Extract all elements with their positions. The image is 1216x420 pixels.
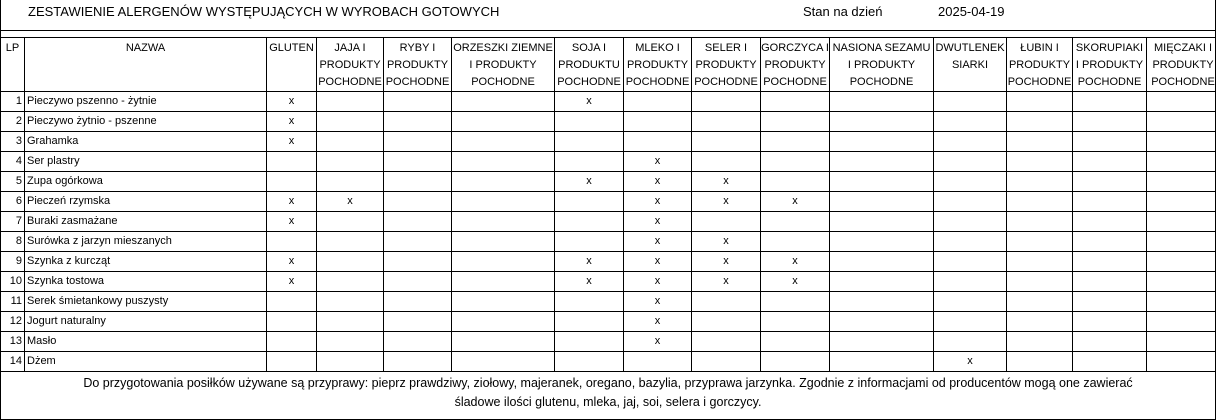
column-header-celery: SELER I PRODUKTY POCHODNE	[692, 38, 761, 92]
allergen-mark-cell	[452, 212, 555, 232]
column-header-eggs: JAJA I PRODUKTY POCHODNE	[317, 38, 384, 92]
allergen-mark-cell	[761, 152, 830, 172]
allergen-mark-cell	[1007, 292, 1073, 312]
column-header-gluten: GLUTEN	[267, 38, 317, 92]
allergen-mark-cell	[761, 172, 830, 192]
allergen-mark-cell: x	[624, 272, 692, 292]
allergen-mark-cell	[384, 132, 452, 152]
allergen-mark-cell: x	[624, 232, 692, 252]
allergen-mark-cell	[1147, 172, 1216, 192]
allergen-mark-cell: x	[267, 252, 317, 272]
status-date-value: 2025-04-19	[938, 4, 1005, 19]
allergen-mark-cell: x	[761, 252, 830, 272]
allergen-mark-cell	[1007, 112, 1073, 132]
spices-note-line-2: śladowe ilości glutenu, mleka, jaj, soi, selera i gorczycy.	[454, 395, 762, 409]
allergen-table	[0, 37, 1216, 372]
allergen-mark-cell	[452, 172, 555, 192]
allergen-mark-cell	[830, 212, 934, 232]
allergen-mark-cell	[692, 332, 761, 352]
allergen-mark-cell	[1147, 292, 1216, 312]
allergen-mark-cell	[624, 112, 692, 132]
table-row	[1, 332, 1216, 352]
status-date-label: Stan na dzień	[803, 4, 883, 19]
column-header-crustaceans: SKORUPIAKI I PRODUKTY POCHODNE	[1073, 38, 1147, 92]
allergen-mark-cell	[830, 92, 934, 112]
allergen-mark-cell	[830, 252, 934, 272]
table-row	[1, 212, 1216, 232]
allergen-mark-cell	[317, 112, 384, 132]
allergen-mark-cell	[1073, 92, 1147, 112]
column-header-fish: RYBY I PRODUKTY POCHODNE	[384, 38, 452, 92]
allergen-mark-cell	[1147, 132, 1216, 152]
allergen-mark-cell	[761, 112, 830, 132]
column-header-mustard: GORCZYCA I PRODUKTY POCHODNE	[761, 38, 830, 92]
allergen-mark-cell	[555, 312, 624, 332]
allergen-mark-cell	[1073, 312, 1147, 332]
allergen-mark-cell	[830, 172, 934, 192]
row-number: 2	[1, 112, 25, 132]
spices-note-line-1: Do przygotowania posiłków używane są przyprawy: pieprz prawdziwy, ziołowy, majeranek, oregano, bazylia, przyprawa jarzynka. Zgodnie z informacjami od producentów mogą one zawierać	[83, 376, 1133, 390]
product-name: Ser plastry	[25, 152, 267, 172]
allergen-mark-cell	[384, 332, 452, 352]
allergen-mark-cell	[452, 312, 555, 332]
row-number: 9	[1, 252, 25, 272]
allergen-mark-cell: x	[555, 172, 624, 192]
allergen-mark-cell	[384, 172, 452, 192]
allergen-mark-cell	[830, 232, 934, 252]
allergen-mark-cell: x	[934, 352, 1007, 372]
allergen-mark-cell: x	[692, 252, 761, 272]
allergen-mark-cell	[1007, 152, 1073, 172]
allergen-mark-cell	[452, 332, 555, 352]
allergen-mark-cell	[761, 232, 830, 252]
allergen-mark-cell	[317, 292, 384, 312]
allergen-mark-cell: x	[555, 272, 624, 292]
allergen-mark-cell: x	[267, 112, 317, 132]
allergen-mark-cell	[830, 132, 934, 152]
allergen-mark-cell	[267, 172, 317, 192]
allergen-mark-cell	[1073, 212, 1147, 232]
allergen-mark-cell: x	[692, 172, 761, 192]
allergen-mark-cell: x	[692, 232, 761, 252]
allergen-mark-cell	[934, 252, 1007, 272]
allergen-mark-cell: x	[267, 92, 317, 112]
allergen-mark-cell	[317, 132, 384, 152]
column-header-soy: SOJA I PRODUKTU POCHODNE	[555, 38, 624, 92]
allergen-mark-cell	[555, 132, 624, 152]
allergen-mark-cell	[317, 212, 384, 232]
allergen-mark-cell	[452, 112, 555, 132]
allergen-mark-cell: x	[624, 212, 692, 232]
table-row	[1, 112, 1216, 132]
table-row	[1, 292, 1216, 312]
row-number: 3	[1, 132, 25, 152]
product-name: Zupa ogórkowa	[25, 172, 267, 192]
allergen-mark-cell	[384, 232, 452, 252]
allergen-mark-cell	[452, 192, 555, 212]
spices-note	[0, 374, 1216, 420]
product-name: Jogurt naturalny	[25, 312, 267, 332]
allergen-mark-cell	[1073, 292, 1147, 312]
table-row	[1, 232, 1216, 252]
allergen-mark-cell	[1007, 92, 1073, 112]
row-number: 8	[1, 232, 25, 252]
allergen-mark-cell	[692, 212, 761, 232]
table-row	[1, 352, 1216, 372]
allergen-mark-cell	[267, 312, 317, 332]
allergen-mark-cell	[555, 292, 624, 312]
row-number: 1	[1, 92, 25, 112]
allergen-mark-cell	[555, 192, 624, 212]
allergen-mark-cell	[1147, 272, 1216, 292]
allergen-mark-cell: x	[267, 212, 317, 232]
allergen-mark-cell: x	[555, 252, 624, 272]
allergen-mark-cell	[1147, 332, 1216, 352]
allergen-mark-cell	[1147, 212, 1216, 232]
table-row	[1, 252, 1216, 272]
product-name: Surówka z jarzyn mieszanych	[25, 232, 267, 252]
allergen-mark-cell	[1147, 92, 1216, 112]
allergen-mark-cell	[1073, 352, 1147, 372]
allergen-mark-cell	[692, 92, 761, 112]
allergen-mark-cell	[452, 272, 555, 292]
allergen-mark-cell	[555, 112, 624, 132]
allergen-mark-cell: x	[624, 152, 692, 172]
allergen-mark-cell	[317, 272, 384, 292]
allergen-mark-cell: x	[692, 192, 761, 212]
allergen-mark-cell	[1147, 192, 1216, 212]
column-header-milk: MLEKO I PRODUKTY POCHODNE	[624, 38, 692, 92]
row-number: 6	[1, 192, 25, 212]
allergen-mark-cell	[555, 232, 624, 252]
allergen-mark-cell	[452, 92, 555, 112]
allergen-mark-cell: x	[624, 332, 692, 352]
allergen-mark-cell	[555, 152, 624, 172]
allergen-mark-cell	[692, 132, 761, 152]
table-row	[1, 152, 1216, 172]
allergen-mark-cell	[934, 112, 1007, 132]
allergen-mark-cell	[1147, 232, 1216, 252]
allergen-mark-cell	[934, 312, 1007, 332]
allergen-mark-cell	[317, 352, 384, 372]
allergen-mark-cell	[1007, 252, 1073, 272]
title-row	[0, 0, 1216, 31]
allergen-mark-cell	[267, 292, 317, 312]
allergen-mark-cell	[317, 172, 384, 192]
allergen-mark-cell	[692, 292, 761, 312]
allergen-mark-cell	[1007, 192, 1073, 212]
allergen-mark-cell	[830, 332, 934, 352]
allergen-mark-cell: x	[624, 292, 692, 312]
row-number: 10	[1, 272, 25, 292]
allergen-mark-cell	[1007, 312, 1073, 332]
allergen-mark-cell: x	[624, 192, 692, 212]
allergen-mark-cell	[384, 192, 452, 212]
allergen-mark-cell	[761, 132, 830, 152]
table-row	[1, 172, 1216, 192]
allergen-mark-cell	[761, 292, 830, 312]
allergen-mark-cell	[1007, 212, 1073, 232]
product-name: Pieczywo pszenno - żytnie	[25, 92, 267, 112]
allergen-mark-cell	[267, 332, 317, 352]
allergen-mark-cell: x	[624, 312, 692, 332]
allergen-mark-cell	[452, 292, 555, 312]
allergen-mark-cell	[934, 172, 1007, 192]
allergen-mark-cell	[555, 212, 624, 232]
row-number: 13	[1, 332, 25, 352]
allergen-mark-cell	[317, 152, 384, 172]
allergen-mark-cell	[317, 252, 384, 272]
allergen-mark-cell	[384, 92, 452, 112]
table-row	[1, 192, 1216, 212]
column-header-lp: LP	[1, 38, 25, 92]
column-header-peanuts: ORZESZKI ZIEMNE I PRODUKTY POCHODNE	[452, 38, 555, 92]
allergen-mark-cell	[1073, 192, 1147, 212]
allergen-mark-cell	[830, 292, 934, 312]
allergen-mark-cell: x	[624, 172, 692, 192]
allergen-mark-cell	[267, 352, 317, 372]
product-name: Pieczeń rzymska	[25, 192, 267, 212]
allergen-mark-cell	[452, 352, 555, 372]
allergen-mark-cell: x	[624, 252, 692, 272]
allergen-mark-cell	[384, 352, 452, 372]
allergen-mark-cell	[934, 232, 1007, 252]
column-header-name: NAZWA	[25, 38, 267, 92]
sheet-border-left	[0, 0, 1, 420]
product-name: Dżem	[25, 352, 267, 372]
table-row	[1, 312, 1216, 332]
allergen-mark-cell	[692, 352, 761, 372]
allergen-mark-cell	[1007, 352, 1073, 372]
allergen-mark-cell	[1007, 272, 1073, 292]
allergen-mark-cell	[1147, 112, 1216, 132]
allergen-mark-cell	[555, 332, 624, 352]
allergen-mark-cell	[934, 332, 1007, 352]
allergen-mark-cell	[1007, 172, 1073, 192]
allergen-mark-cell	[934, 192, 1007, 212]
allergen-mark-cell	[384, 212, 452, 232]
allergen-mark-cell	[761, 332, 830, 352]
allergen-mark-cell: x	[267, 132, 317, 152]
allergen-mark-cell	[452, 152, 555, 172]
allergen-mark-cell	[452, 252, 555, 272]
allergen-mark-cell	[384, 312, 452, 332]
allergen-mark-cell	[555, 352, 624, 372]
allergen-mark-cell: x	[692, 272, 761, 292]
allergen-mark-cell	[1007, 132, 1073, 152]
allergen-mark-cell	[1073, 332, 1147, 352]
product-name: Serek śmietankowy puszysty	[25, 292, 267, 312]
column-header-sesame: NASIONA SEZAMU I PRODUKTY POCHODNE	[830, 38, 934, 92]
allergen-mark-cell	[1147, 152, 1216, 172]
allergen-mark-cell	[761, 92, 830, 112]
allergen-mark-cell	[692, 152, 761, 172]
allergen-mark-cell	[317, 312, 384, 332]
allergen-mark-cell	[830, 272, 934, 292]
allergen-mark-cell	[452, 232, 555, 252]
allergen-mark-cell	[934, 212, 1007, 232]
allergen-mark-cell	[1147, 252, 1216, 272]
allergen-mark-cell	[830, 152, 934, 172]
column-header-molluscs: MIĘCZAKI I PRODUKTY POCHODNE	[1147, 38, 1216, 92]
allergen-mark-cell	[934, 132, 1007, 152]
product-name: Szynka tostowa	[25, 272, 267, 292]
allergen-mark-cell	[761, 312, 830, 332]
allergen-mark-cell	[1073, 272, 1147, 292]
allergen-mark-cell	[384, 272, 452, 292]
allergen-mark-cell	[624, 352, 692, 372]
allergen-mark-cell	[267, 232, 317, 252]
column-header-sulphur-dioxide: DWUTLENEK SIARKI	[934, 38, 1007, 92]
allergen-mark-cell	[624, 132, 692, 152]
allergen-mark-cell	[830, 112, 934, 132]
row-number: 12	[1, 312, 25, 332]
allergen-mark-cell	[1073, 172, 1147, 192]
allergen-mark-cell: x	[761, 272, 830, 292]
allergen-mark-cell	[1147, 352, 1216, 372]
allergen-mark-cell: x	[317, 192, 384, 212]
table-row	[1, 272, 1216, 292]
allergen-mark-cell	[1073, 252, 1147, 272]
allergen-mark-cell	[317, 332, 384, 352]
table-row	[1, 92, 1216, 112]
allergen-mark-cell	[1007, 232, 1073, 252]
allergen-mark-cell	[384, 252, 452, 272]
product-name: Pieczywo żytnio - pszenne	[25, 112, 267, 132]
allergen-mark-cell	[317, 92, 384, 112]
row-number: 11	[1, 292, 25, 312]
row-number: 5	[1, 172, 25, 192]
column-header-lupin: ŁUBIN I PRODUKTY POCHODNE	[1007, 38, 1073, 92]
product-name: Masło	[25, 332, 267, 352]
table-row	[1, 132, 1216, 152]
allergen-mark-cell: x	[267, 192, 317, 212]
product-name: Buraki zasmażane	[25, 212, 267, 232]
allergen-mark-cell	[452, 132, 555, 152]
row-number: 4	[1, 152, 25, 172]
allergen-mark-cell	[1073, 132, 1147, 152]
allergen-mark-cell	[934, 272, 1007, 292]
row-number: 7	[1, 212, 25, 232]
product-name: Grahamka	[25, 132, 267, 152]
allergen-mark-cell	[1073, 152, 1147, 172]
allergen-mark-cell	[384, 152, 452, 172]
allergen-mark-cell	[384, 112, 452, 132]
allergen-mark-cell	[830, 312, 934, 332]
allergen-mark-cell	[830, 192, 934, 212]
allergen-mark-cell: x	[555, 92, 624, 112]
allergen-mark-cell	[267, 152, 317, 172]
product-name: Szynka z kurcząt	[25, 252, 267, 272]
allergen-mark-cell	[1007, 332, 1073, 352]
row-number: 14	[1, 352, 25, 372]
allergen-mark-cell: x	[267, 272, 317, 292]
allergen-mark-cell	[934, 152, 1007, 172]
allergen-mark-cell	[384, 292, 452, 312]
allergen-mark-cell: x	[761, 192, 830, 212]
allergen-mark-cell	[1073, 232, 1147, 252]
allergen-mark-cell	[317, 232, 384, 252]
table-header-row	[1, 38, 1216, 92]
allergen-mark-cell	[934, 292, 1007, 312]
allergen-mark-cell	[692, 312, 761, 332]
allergen-mark-cell	[761, 212, 830, 232]
sheet-title: ZESTAWIENIE ALERGENÓW WYSTĘPUJĄCYCH W WYROBACH GOTOWYCH	[28, 4, 500, 19]
allergen-mark-cell	[761, 352, 830, 372]
allergen-mark-cell	[692, 112, 761, 132]
allergen-mark-cell	[934, 92, 1007, 112]
table-body	[1, 92, 1216, 372]
allergen-mark-cell	[1073, 112, 1147, 132]
allergen-mark-cell	[624, 92, 692, 112]
allergen-mark-cell	[1147, 312, 1216, 332]
allergen-mark-cell	[830, 352, 934, 372]
